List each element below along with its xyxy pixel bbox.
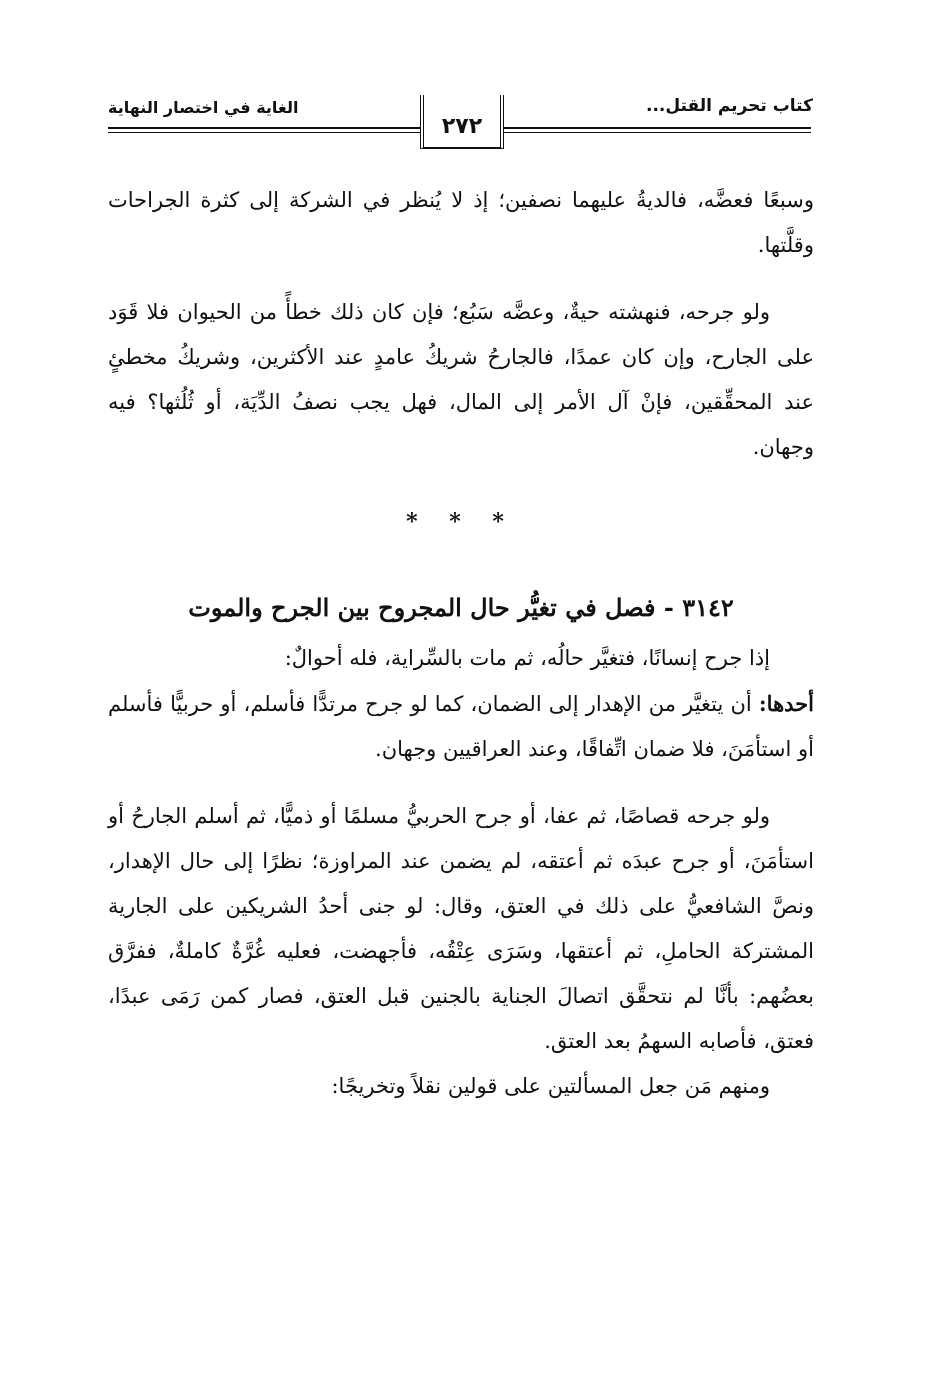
paragraph: ولو جرحه، فنهشته حيةٌ، وعضَّه سَبُع؛ فإن كان ذلك خطأً من الحيوان فلا قَوَد على الجارح، وإن كان عمدًا، فالجارحُ شريكُ عامدٍ عند الأكثرين، وشريكُ مخطئٍ عند المحقِّقين، فإنْ آل الأمر إلى المال، فهل يجب نصفُ الدِّيَة، أو ثُلُثها؟ فيه وجهان. xyxy=(108,300,814,459)
section-separator: * * * xyxy=(406,509,516,535)
page-body xyxy=(108,178,814,1109)
running-title-chapter: كتاب تحريم القتل... xyxy=(646,96,813,116)
paragraph-lead: أحدها: xyxy=(758,691,814,716)
page-number: ٢٧٢ xyxy=(441,113,483,139)
paragraph: إذا جرح إنسانًا، فتغيَّر حالُه، ثم مات بالسِّراية، فله أحوالٌ: xyxy=(284,646,770,670)
page-number-frame xyxy=(420,95,504,149)
section-heading: ٣١٤٢ - فصل في تغيُّر حال المجروح بين الجرح والموت xyxy=(188,593,734,622)
paragraph-text: أن يتغيَّر من الإهدار إلى الضمان، كما لو جرح مرتدًّا فأسلم، أو حربيًّا فأسلم أو استأمَنَ، فلا ضمان اتِّفاقًا، وعند العراقيين وجهان. xyxy=(108,692,814,761)
running-title-book: الغاية في اختصار النهاية xyxy=(108,98,299,117)
paragraph: ومنهم مَن جعل المسألتين على قولين نقلاً وتخريجًا: xyxy=(331,1074,770,1098)
paragraph: ولو جرحه قصاصًا، ثم عفا، أو جرح الحربيُّ مسلمًا أو ذميًّا، ثم أسلم الجارحُ أو استأمَنَ، أو جرح عبدَه ثم أعتقه، لم يضمن عند المراوزة؛ نظرًا إلى حال الإهدار، ونصَّ الشافعيُّ على ذلك في العتق، وقال: لو جنى أحدُ الشريكين على الجارية المشتركة الحاملِ، ثم أعتقها، وسَرَى عِتْقُه، فأجهضت، فعليه غُرَّةٌ كاملةٌ، ففرَّق بعضُهم: بأنَّا لم نتحقَّق اتصالَ الجناية بالجنين قبل العتق، فصار كمن رَمَى عبدًا، فعتق، فأصابه السهمُ بعد العتق. xyxy=(108,804,814,1053)
paragraph xyxy=(108,681,814,772)
paragraph: وسبعًا فعضَّه، فالديةُ عليهما نصفين؛ إذ لا يُنظر في الشركة إلى كثرة الجراحات وقلَّتها. xyxy=(108,188,814,257)
